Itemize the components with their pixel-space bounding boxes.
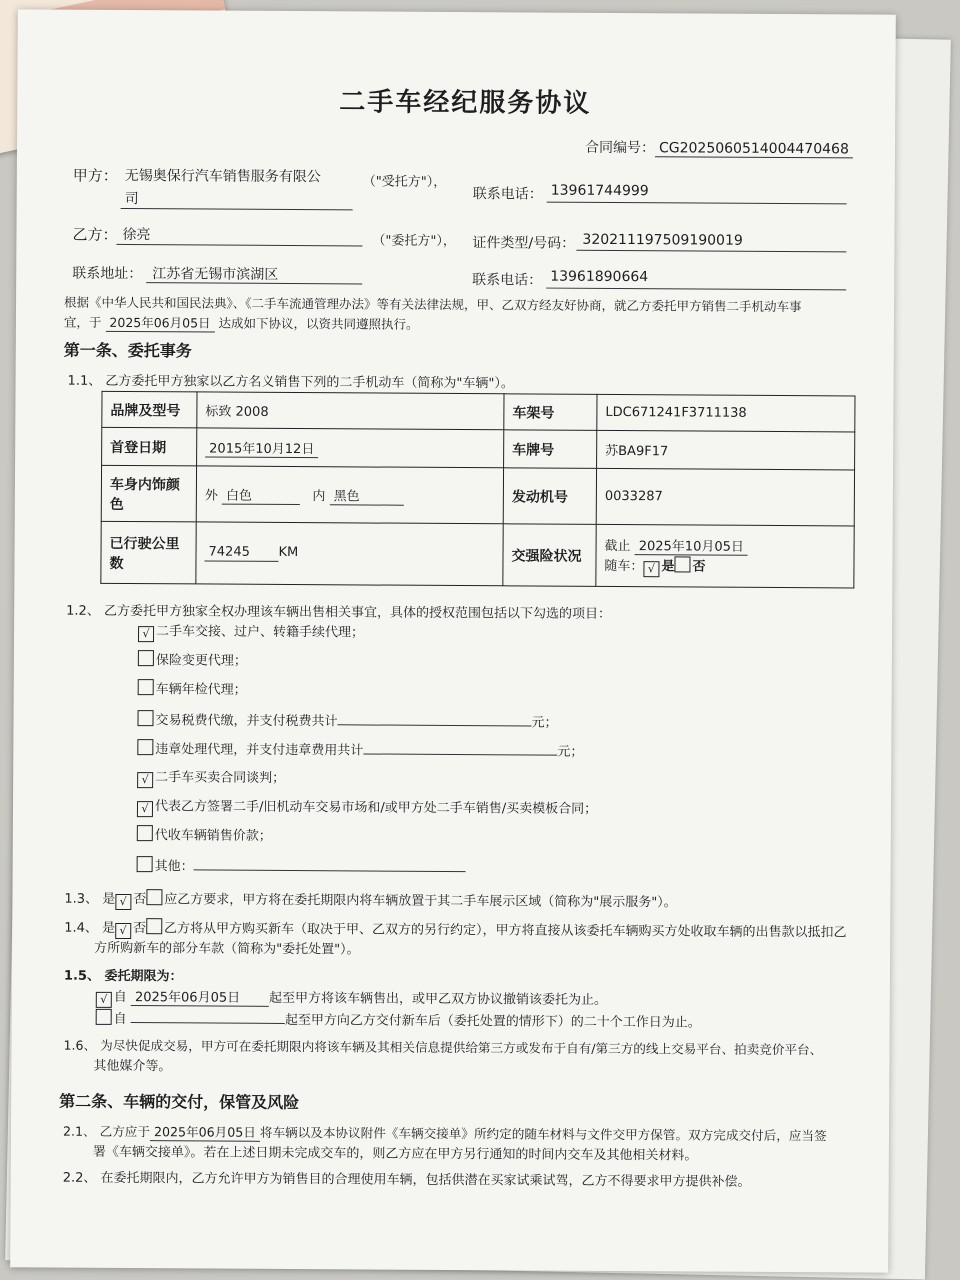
clause-1-4-yes-checkbox[interactable]: √ bbox=[115, 923, 131, 939]
clause-1-5: 1.5、 委托期限为： bbox=[63, 968, 183, 985]
authorization-item-label: 保险变更代理； bbox=[155, 653, 247, 669]
reg-date-label: 首登日期 bbox=[102, 427, 197, 466]
clause-1-3: 1.3、 是 √ 否 应乙方要求，甲方将在委托期限内将车辆放置于其二手车展示区域（简称为"展示服务"）。 bbox=[64, 888, 676, 914]
mileage-value: 74245 bbox=[204, 544, 278, 561]
clause-1-4: 1.4、 是 √ 否 乙方将从甲方购买新车（取决于甲、乙双方的另行约定），甲方将直接从该委托车辆购买方处收取车辆的出售款以抵扣乙 bbox=[64, 917, 846, 944]
color-cell: 外 白色 内 黑色 bbox=[196, 466, 503, 524]
authorization-checkbox[interactable] bbox=[137, 856, 153, 872]
contract-number-label: 合同编号： bbox=[584, 139, 656, 157]
party-b-phone: 13961890664 bbox=[550, 268, 649, 286]
authorization-checkbox[interactable] bbox=[138, 679, 154, 695]
authorization-item-label: 二手车交接、过户、转籍手续代理； bbox=[156, 624, 365, 641]
clause-1-6-cont: 其他媒介等。 bbox=[93, 1058, 172, 1075]
authorization-item-label: 交易税费代缴，并支付税费共计 bbox=[155, 713, 338, 730]
currency-suffix: 元； bbox=[531, 715, 558, 731]
authorization-item-label: 代收车辆销售价款； bbox=[154, 828, 272, 844]
party-b-label: 乙方： bbox=[72, 225, 118, 244]
authorization-checkbox[interactable]: √ bbox=[137, 772, 153, 788]
clause-1-3-yes-checkbox[interactable]: √ bbox=[115, 894, 131, 910]
clause-1-6: 1.6、 为尽快促成交易，甲方可在委托期限内将该车辆及其相关信息提供给第三方或发布于自有/第三方的线上交易平台、拍卖竞价平台、 bbox=[63, 1037, 823, 1058]
with-car-yes-checkbox[interactable]: √ bbox=[643, 561, 659, 577]
authorization-item bbox=[137, 824, 272, 844]
mileage-unit: KM bbox=[278, 544, 299, 561]
preamble-date: 2025年06月05日 bbox=[105, 313, 214, 333]
authorization-item-label: 代表乙方签署二手/旧机动车交易市场和/或甲方处二手车销售/买卖模板合同； bbox=[154, 799, 598, 817]
engine-label: 发动机号 bbox=[503, 468, 596, 525]
clause-1-4-cont: 方所购新车的部分车款（简称为"委托处置"）。 bbox=[94, 940, 360, 958]
reg-date-cell bbox=[197, 428, 504, 468]
authorization-item bbox=[137, 707, 557, 731]
clause-2-1: 2.1、 乙方应于 2025年06月05日 将车辆以及本协议附件《车辆交接单》所约定的随车材料与文件交甲方保管。双方完成交付后，应当签 bbox=[63, 1121, 827, 1146]
authorization-item bbox=[137, 766, 285, 789]
party-a-phone: 13961744999 bbox=[550, 182, 649, 200]
fill-in-blank[interactable] bbox=[194, 853, 466, 872]
section-2-title: 第二条、车辆的交付，保管及风险 bbox=[59, 1091, 300, 1113]
mileage-label: 已行驶公里 数 bbox=[101, 521, 196, 584]
fill-in-blank[interactable] bbox=[363, 737, 557, 755]
vin-value: LDC671241F3711138 bbox=[597, 394, 855, 432]
party-b-role: （"委托方"）， bbox=[372, 233, 456, 250]
party-b-address-label: 联系地址： bbox=[72, 265, 143, 283]
authorization-checkbox[interactable] bbox=[137, 825, 153, 841]
brand-label: 品牌及型号 bbox=[102, 391, 197, 428]
brand-value: 标致 2008 bbox=[197, 392, 504, 430]
party-b-address: 江苏省无锡市滨湖区 bbox=[152, 266, 279, 283]
party-a-label: 甲方： bbox=[72, 166, 118, 185]
fill-in-blank[interactable] bbox=[337, 708, 531, 726]
contract-number bbox=[585, 137, 853, 159]
vehicle-info-table bbox=[100, 391, 855, 589]
authorization-item-label: 车辆年检代理； bbox=[155, 682, 247, 698]
document-title: 二手车经纪服务协议 bbox=[339, 87, 592, 119]
authorization-item bbox=[138, 678, 247, 698]
with-car-no-checkbox[interactable] bbox=[674, 556, 690, 572]
term-start-date: 2025年06月05日 bbox=[131, 986, 269, 1007]
term-option-1-checkbox[interactable]: √ bbox=[96, 992, 112, 1008]
engine-value: 0033287 bbox=[596, 468, 854, 526]
contract-number-value: CG2025060514004470468 bbox=[655, 140, 853, 158]
authorization-item bbox=[138, 620, 364, 643]
authorization-item-label: 违章处理代理，并支付违章费用共计 bbox=[155, 742, 364, 759]
term-option-2-checkbox[interactable] bbox=[96, 1009, 112, 1025]
party-a-name-2: 司 bbox=[124, 190, 139, 208]
mileage-cell bbox=[196, 522, 503, 586]
clause-1-2: 1.2、 乙方委托甲方独家全权办理该车辆出售相关事宜，具体的授权范围包括以下勾选的项目： bbox=[66, 603, 612, 622]
term-option-2: 自 起至甲方向乙方交付新车后（委托处置的情形下）的二十个工作日为止。 bbox=[96, 1006, 701, 1031]
authorization-item bbox=[138, 649, 247, 669]
clause-1-4-no-checkbox[interactable] bbox=[146, 918, 162, 934]
clause-1-1: 1.1、 乙方委托甲方独家以乙方名义销售下列的二手机动车（简称为"车辆"）。 bbox=[67, 373, 514, 392]
preamble-line-1: 根据《中华人民共和国民法典》、《二手车流通管理办法》等有关法律法规，甲、乙双方经友好协商，就乙方委托甲方销售二手机动车事 bbox=[64, 294, 802, 315]
authorization-item bbox=[137, 853, 466, 876]
authorization-checkbox[interactable]: √ bbox=[137, 801, 153, 817]
party-b-id-label: 证件类型/号码： bbox=[472, 235, 576, 252]
vin-label: 车架号 bbox=[504, 394, 597, 431]
authorization-item-label: 其他： bbox=[154, 859, 194, 875]
authorization-item-label: 二手车买卖合同谈判； bbox=[155, 770, 286, 786]
insurance-label: 交强险状况 bbox=[503, 524, 596, 587]
interior-color: 黑色 bbox=[330, 485, 404, 505]
party-a-phone-label: 联系电话： bbox=[472, 186, 543, 203]
authorization-checkbox[interactable] bbox=[138, 650, 154, 666]
color-label: 车身内饰颜 色 bbox=[101, 465, 196, 522]
reg-date-value: 2015年10月12日 bbox=[205, 437, 318, 458]
section-1-title: 第一条、委托事务 bbox=[63, 340, 192, 361]
exterior-color: 白色 bbox=[222, 484, 300, 504]
term-option-1: √ 自 2025年06月05日 起至甲方将该车辆售出，或甲乙双方协议撤销该委托为止。 bbox=[96, 986, 607, 1011]
authorization-item bbox=[137, 795, 597, 820]
plate-label: 车牌号 bbox=[504, 430, 597, 469]
preamble-line-2: 宜，于 2025年06月05日 达成如下协议，以资共同遵照执行。 bbox=[63, 314, 419, 332]
plate-value: 苏BA9F17 bbox=[597, 430, 855, 470]
authorization-checkbox[interactable] bbox=[137, 710, 153, 726]
authorization-checkbox[interactable] bbox=[137, 739, 153, 755]
clause-2-2: 2.2、 在委托期限内，乙方允许甲方为销售目的合理使用车辆，包括供潜在买家试乘试驾，乙方不得要求甲方提供补偿。 bbox=[62, 1170, 751, 1190]
authorization-checkbox[interactable]: √ bbox=[138, 626, 154, 642]
insurance-until: 2025年10月05日 bbox=[635, 535, 748, 556]
party-b-id: 320211197509190019 bbox=[582, 231, 743, 249]
party-b-phone-label: 联系电话： bbox=[472, 272, 543, 289]
contract-page bbox=[10, 9, 896, 1272]
clause-2-1-cont: 署《车辆交接单》。若在上述日期未完成交车的，则乙方应在甲方另行通知的时间内交车及其他相关材料。 bbox=[92, 1144, 698, 1164]
currency-suffix: 元； bbox=[557, 744, 584, 760]
party-b-name: 徐亮 bbox=[122, 226, 151, 244]
clause-1-3-no-checkbox[interactable] bbox=[146, 889, 162, 905]
party-a-role: （"受托方"）， bbox=[362, 174, 447, 190]
handover-date: 2025年06月05日 bbox=[150, 1121, 260, 1142]
insurance-cell: 截止 2025年10月05日 随车： √ 是 否 bbox=[596, 524, 854, 588]
party-a-name-1: 无锡奥保行汽车销售服务有限公 bbox=[124, 167, 321, 186]
authorization-item bbox=[137, 736, 583, 760]
